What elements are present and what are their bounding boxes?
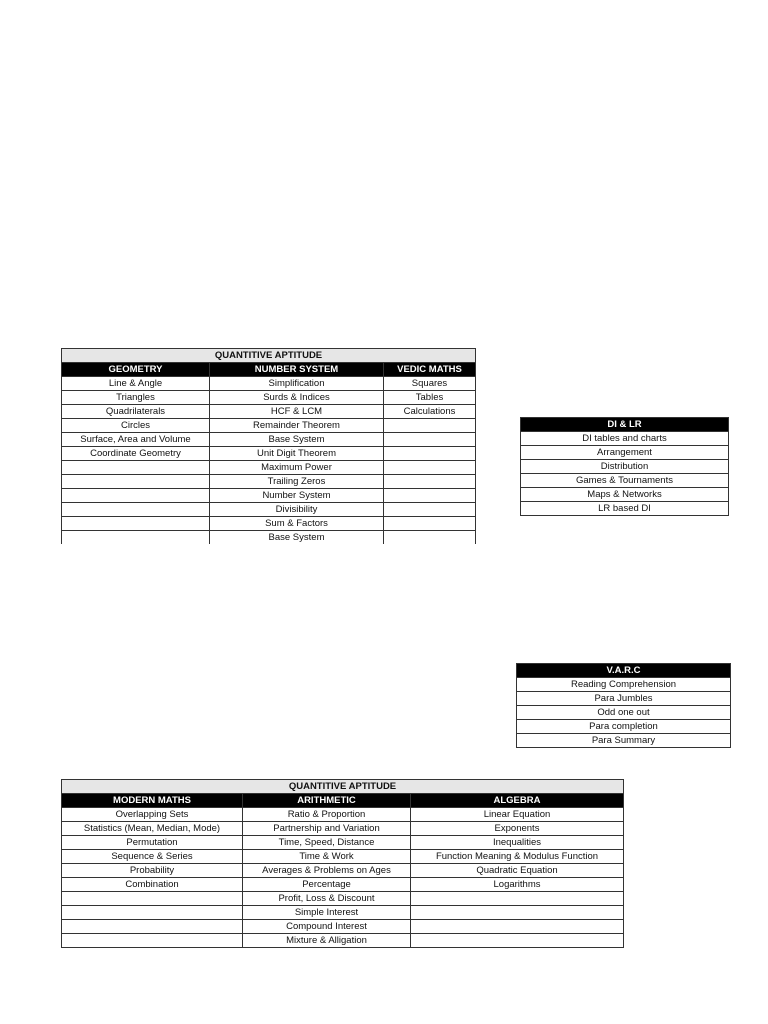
table-cell: HCF & LCM <box>210 405 384 419</box>
table-cell: Inequalities <box>411 836 624 850</box>
table-cell: Compound Interest <box>243 920 411 934</box>
table-cell: Maximum Power <box>210 461 384 475</box>
table-cell <box>384 503 476 517</box>
table-row <box>62 377 476 391</box>
table-cell: Trailing Zeros <box>210 475 384 489</box>
table-cell: Coordinate Geometry <box>62 447 210 461</box>
table-cell: Surds & Indices <box>210 391 384 405</box>
table-cell: Averages & Problems on Ages <box>243 864 411 878</box>
table-cell: Combination <box>62 878 243 892</box>
table-cell: Simple Interest <box>243 906 411 920</box>
table-row <box>517 706 731 720</box>
table-cell <box>411 920 624 934</box>
table-row <box>521 446 729 460</box>
qa-table-2-title: QUANTITIVE APTITUDE <box>62 780 624 794</box>
table-cell <box>62 503 210 517</box>
table-cell: Surface, Area and Volume <box>62 433 210 447</box>
table-row <box>62 531 476 545</box>
table-cell: Logarithms <box>411 878 624 892</box>
table-row <box>62 906 624 920</box>
table-row <box>62 447 476 461</box>
table-row <box>517 734 731 748</box>
table-cell <box>384 475 476 489</box>
table-cell <box>62 489 210 503</box>
table-row <box>62 419 476 433</box>
table-row <box>521 460 729 474</box>
table-row <box>62 433 476 447</box>
table-row <box>62 822 624 836</box>
table-cell: Partnership and Variation <box>243 822 411 836</box>
table-cell: Ratio & Proportion <box>243 808 411 822</box>
header-number-system: NUMBER SYSTEM <box>210 363 384 377</box>
table-cell: Time & Work <box>243 850 411 864</box>
table-row <box>62 391 476 405</box>
table-row <box>517 692 731 706</box>
table-cell: LR based DI <box>521 502 729 516</box>
table-cell: Number System <box>210 489 384 503</box>
table-row <box>62 461 476 475</box>
table-row <box>62 517 476 531</box>
table-row <box>521 432 729 446</box>
table-row <box>62 808 624 822</box>
table-cell <box>62 531 210 545</box>
table-cell: Time, Speed, Distance <box>243 836 411 850</box>
table-cell: Base System <box>210 531 384 545</box>
table-cell: Function Meaning & Modulus Function <box>411 850 624 864</box>
table-cell: Mixture & Alligation <box>243 934 411 948</box>
header-vedic-maths: VEDIC MATHS <box>384 363 476 377</box>
table-cell <box>62 920 243 934</box>
table-cell <box>384 433 476 447</box>
table-cell <box>62 892 243 906</box>
table-cell: Odd one out <box>517 706 731 720</box>
table-row <box>521 502 729 516</box>
table-cell: Games & Tournaments <box>521 474 729 488</box>
qa-table-geometry-number-vedic <box>61 348 476 544</box>
table-cell: Probability <box>62 864 243 878</box>
table-cell <box>384 517 476 531</box>
table-cell: Squares <box>384 377 476 391</box>
qa-table-1-title: QUANTITIVE APTITUDE <box>62 349 476 363</box>
table-cell: Para completion <box>517 720 731 734</box>
table-cell <box>62 906 243 920</box>
table-cell: Sequence & Series <box>62 850 243 864</box>
table-cell: Quadratic Equation <box>411 864 624 878</box>
table-cell: Quadrilaterals <box>62 405 210 419</box>
table-row <box>62 878 624 892</box>
header-arithmetic: ARITHMETIC <box>243 794 411 808</box>
table-cell: Percentage <box>243 878 411 892</box>
header-geometry: GEOMETRY <box>62 363 210 377</box>
table-row <box>521 474 729 488</box>
table-row <box>517 720 731 734</box>
dilr-table <box>520 417 729 516</box>
table-cell <box>384 461 476 475</box>
table-cell <box>411 934 624 948</box>
table-row <box>62 934 624 948</box>
table-row <box>62 892 624 906</box>
header-algebra: ALGEBRA <box>411 794 624 808</box>
table-cell: Maps & Networks <box>521 488 729 502</box>
table-cell: Arrangement <box>521 446 729 460</box>
table-cell: Base System <box>210 433 384 447</box>
table-cell <box>411 892 624 906</box>
table-row <box>62 503 476 517</box>
table-cell: Sum & Factors <box>210 517 384 531</box>
table-row <box>62 864 624 878</box>
table-cell: Simplification <box>210 377 384 391</box>
table-cell <box>62 934 243 948</box>
varc-table <box>516 663 731 748</box>
table-cell: Remainder Theorem <box>210 419 384 433</box>
table-cell: DI tables and charts <box>521 432 729 446</box>
table-row <box>62 836 624 850</box>
table-cell: Divisibility <box>210 503 384 517</box>
table-row <box>62 405 476 419</box>
dilr-header: DI & LR <box>521 418 729 432</box>
table-cell <box>62 475 210 489</box>
table-cell <box>384 419 476 433</box>
table-cell <box>62 461 210 475</box>
table-cell: Statistics (Mean, Median, Mode) <box>62 822 243 836</box>
table-cell: Line & Angle <box>62 377 210 391</box>
table-row <box>62 489 476 503</box>
table-cell: Calculations <box>384 405 476 419</box>
table-cell: Exponents <box>411 822 624 836</box>
qa-table-modern-arithmetic-algebra <box>61 779 624 948</box>
table-cell: Unit Digit Theorem <box>210 447 384 461</box>
table-cell: Overlapping Sets <box>62 808 243 822</box>
table-row <box>517 678 731 692</box>
varc-header: V.A.R.C <box>517 664 731 678</box>
table-cell: Para Jumbles <box>517 692 731 706</box>
table-row <box>62 850 624 864</box>
table-row <box>62 920 624 934</box>
table-cell: Profit, Loss & Discount <box>243 892 411 906</box>
table-cell: Permutation <box>62 836 243 850</box>
table-cell <box>384 447 476 461</box>
table-cell <box>384 489 476 503</box>
table-cell <box>62 517 210 531</box>
table-cell: Linear Equation <box>411 808 624 822</box>
table-cell: Triangles <box>62 391 210 405</box>
table-row <box>521 488 729 502</box>
table-cell: Circles <box>62 419 210 433</box>
table-cell: Reading Comprehension <box>517 678 731 692</box>
table-cell: Para Summary <box>517 734 731 748</box>
table-cell <box>411 906 624 920</box>
table-row <box>62 475 476 489</box>
table-cell <box>384 531 476 545</box>
header-modern-maths: MODERN MATHS <box>62 794 243 808</box>
table-cell: Tables <box>384 391 476 405</box>
table-cell: Distribution <box>521 460 729 474</box>
